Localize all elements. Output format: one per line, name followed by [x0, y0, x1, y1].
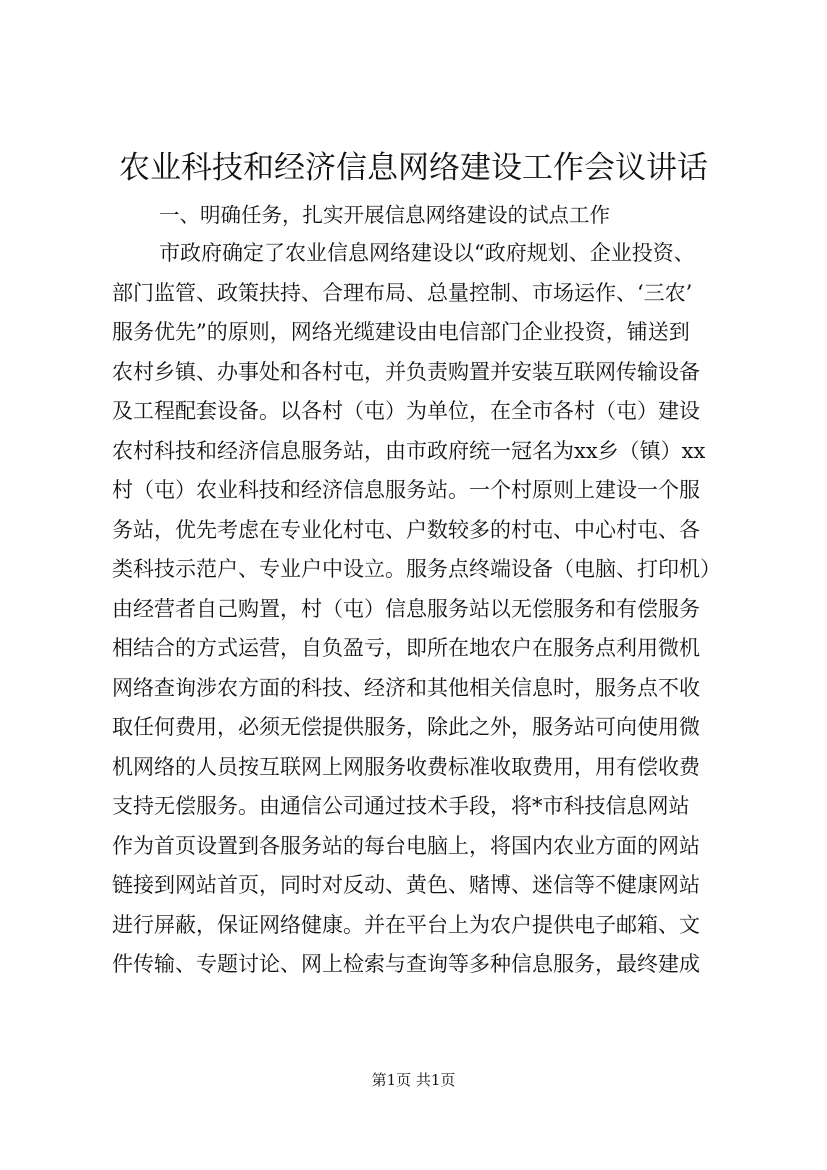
page-footer: 第1页 共1页 [371, 1071, 456, 1089]
paragraph-line: 支持无偿服务。由通信公司通过技术手段，将*市科技信息网站 [112, 794, 690, 818]
paragraph-line: 网络查询涉农方面的科技、经济和其他相关信息时，服务点不收 [112, 675, 700, 700]
paragraph-line: 农村科技和经济信息服务站，由市政府统一冠名为xx乡（镇）xx [112, 438, 706, 463]
paragraph-line: 部门监管、政策扶持、合理布局、总量控制、市场运作、‘三农’ [112, 280, 693, 305]
paragraph-line: 及工程配套设备。以各村（屯）为单位，在全市各村（屯）建设 [112, 399, 700, 423]
paragraph-line: 作为首页设置到各服务站的每台电脑上，将国内农业方面的网站 [112, 833, 700, 858]
paragraph-line: 服务优先”的原则，网络光缆建设由电信部门企业投资，铺送到 [112, 320, 690, 344]
paragraph-line: 进行屏蔽，保证网络健康。并在平台上为农户提供电子邮箱、文 [112, 912, 700, 937]
paragraph-line: 类科技示范户、专业户中设立。服务点终端设备（电脑、打印机） [112, 557, 721, 581]
paragraph-line: 链接到网站首页，同时对反动、黄色、赌博、迷信等不健康网站 [112, 873, 700, 897]
paragraph-line: 件传输、专题讨论、网上检索与查询等多种信息服务，最终建成 [112, 952, 700, 976]
paragraph-line: 农村乡镇、办事处和各村屯，并负责购置并安装互联网传输设备 [112, 359, 700, 384]
paragraph-line: 村（屯）农业科技和经济信息服务站。一个村原则上建设一个服 [112, 478, 700, 502]
paragraph-line: 市政府确定了农业信息网络建设以“政府规划、企业投资、 [159, 241, 695, 265]
paragraph-line: 机网络的人员按互联网上网服务收费标准收取费用，用有偿收费 [112, 754, 700, 779]
paragraph-line: 务站，优先考虑在专业化村屯、户数较多的村屯、中心村屯、各 [112, 517, 700, 542]
paragraph-line: 由经营者自己购置，村（屯）信息服务站以无偿服务和有偿服务 [112, 596, 700, 621]
section-heading: 一、明确任务，扎实开展信息网络建设的试点工作 [159, 203, 610, 227]
paragraph-line: 相结合的方式运营，自负盈亏，即所在地农户在服务点利用微机 [112, 636, 700, 660]
paragraph-line: 取任何费用，必须无偿提供服务，除此之外，服务站可向使用微 [112, 715, 700, 739]
document-title: 农业科技和经济信息网络建设工作会议讲话 [119, 150, 708, 186]
body-paragraph [112, 234, 722, 985]
